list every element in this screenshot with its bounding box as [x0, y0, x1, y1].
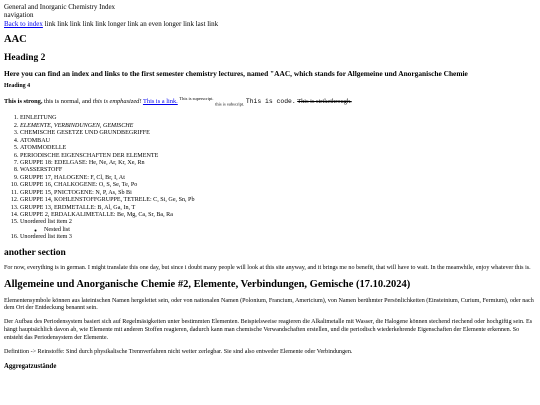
nested-list	[20, 227, 536, 234]
another-section-text: For now, everything is in german. I might translate this one day, but since i doubt many people will look at this site anyway, and it brings me no benefit, that will have to wait. In the meanwhile, enjoy whatever this is.	[4, 265, 531, 272]
nav-link-longer[interactable]: longer link	[107, 19, 139, 28]
list-item[interactable]: 4. ATOMBAU	[20, 138, 536, 145]
heading-4: Heading 4	[4, 83, 31, 90]
aggregate-states-heading: Aggregatzustände	[4, 363, 57, 371]
normal-text: this is normal, and	[42, 98, 93, 106]
nav-link-5[interactable]: link	[95, 19, 107, 28]
page-heading-aac: AAC	[4, 34, 27, 46]
list-item[interactable]: 13. GRUPPE 13, ERDMETALLE: B, Al, Ga, In, T	[20, 205, 536, 212]
lecture-title: Allgemeine und Anorganische Chemie #2, Elemente, Verbindungen, Gemische (17.10.2024)	[4, 278, 411, 290]
superscript-text: This is superscript.	[179, 96, 214, 102]
nested-list-item[interactable]: ◦ Nested list	[44, 227, 536, 234]
list-item[interactable]: 3. CHEMISCHE GESETZE UND GRUNDBEGRIFFE	[20, 130, 536, 137]
list-item[interactable]	[20, 219, 536, 234]
list-item[interactable]: 11. GRUPPE 15, PNICTOGENE: N, P, As, Sb Bi	[20, 190, 536, 197]
paragraph-element-symbols: Elementensymbole können aus lateinischen Namen hergeleitet sein, oder von nationalen Namen (Polonium, Francium, Americium), von Namen berühmter Persönlichkeiten (Einsteinium, Curium, Fermium), oder nach dem Ort der Entdeckung benannt sein.	[4, 297, 534, 312]
list-item[interactable]: 7. GRUPPE 18: EDELGASE: He, Ne, Ar, Kr, Xe, Rn	[20, 160, 536, 167]
nav-label: navigation	[4, 11, 34, 20]
lecture-list	[4, 115, 536, 241]
site-title: General and Inorganic Chemistry Index	[4, 3, 116, 11]
nav-link-2[interactable]: link	[57, 19, 69, 28]
strong-text: This is strong,	[4, 98, 43, 106]
demo-link[interactable]: This is a link.	[142, 98, 178, 106]
paragraph-definition: Definition -> Reinstoffe: Sind durch physikalische Trennverfahren nicht weiter zerlegbar. Sie sind also entweder Elemente oder Verbindungen.	[4, 349, 353, 356]
list-item[interactable]: 14. GRUPPE 2, ERDALKALIMETALLE: Be, Mg, Ca, Sr, Ba, Ra	[20, 212, 536, 219]
paragraph-periodic-table: Der Aufbau des Periodensystem basiert sich auf Regelmäsigkeiten unter bestimmten Elementen. Beispielsweise reagieren die Alkalimetalle mit Wasser, die Halogene können stechend riechend oder hochgiftig sein. Es hängt hauptsächlich davon ab, wie Elemente mit anderen Stoffen reagieren, dadurch kann man chemische Verwandschaften erstellen, und die periodisch wiederkehrende Eigenschaften der Elemente erkennen. So entsteht das Periodensystem der Elemente.	[4, 319, 533, 342]
list-item[interactable]: 8. WASSERSTOFF	[20, 167, 536, 174]
list-item[interactable]: 10. GRUPPE 16, CHALKOGENE: O, S, Se, Te, Po	[20, 182, 536, 189]
code-text: This is code.	[245, 98, 296, 106]
nav-link-last[interactable]: last link	[195, 19, 219, 28]
intro-heading: Here you can find an index and links to the first semester chemistry lectures, named "AAC, which stands for Allgemeine und Anorganische Chemie	[4, 69, 468, 79]
emphasized-text: this is emphasized!	[92, 98, 142, 106]
list-item-label: Unordered list item 2	[20, 219, 72, 226]
list-item[interactable]: 2. ELEMENTE, VERBINDUNGEN, GEMISCHE	[20, 123, 536, 130]
nav-link-4[interactable]: link	[82, 19, 94, 28]
list-item[interactable]: 6. PERIODISCHE EIGENSCHAFTEN DER ELEMENTE	[20, 153, 536, 160]
nav-link-even-longer[interactable]: an even longer link	[140, 19, 194, 28]
list-item[interactable]: 9. GRUPPE 17, HALOGENE: F, Cl, Br, I, At	[20, 175, 536, 182]
list-item[interactable]: 16. Unordered list item 3	[20, 234, 536, 241]
nav-links	[4, 20, 536, 28]
strikethrough-text: This is strikethrough.	[297, 98, 352, 106]
back-to-index-link[interactable]: Back to index	[4, 19, 43, 28]
list-item[interactable]: 1. EINLEITUNG	[20, 115, 536, 122]
list-item[interactable]: 12. GRUPPE 14, KOHLENSTOFFGRUPPE, TETRELE: C, Si, Ge, Sn, Pb	[20, 197, 536, 204]
formatting-demo	[4, 96, 536, 107]
heading-2: Heading 2	[4, 52, 46, 63]
subscript-text: this is subscript.	[215, 101, 245, 107]
nav-link-3[interactable]: link	[69, 19, 81, 28]
another-section-heading: another section	[4, 247, 66, 258]
list-item[interactable]: 5. ATOMMODELLE	[20, 145, 536, 152]
nav-link-1[interactable]: link	[44, 19, 56, 28]
